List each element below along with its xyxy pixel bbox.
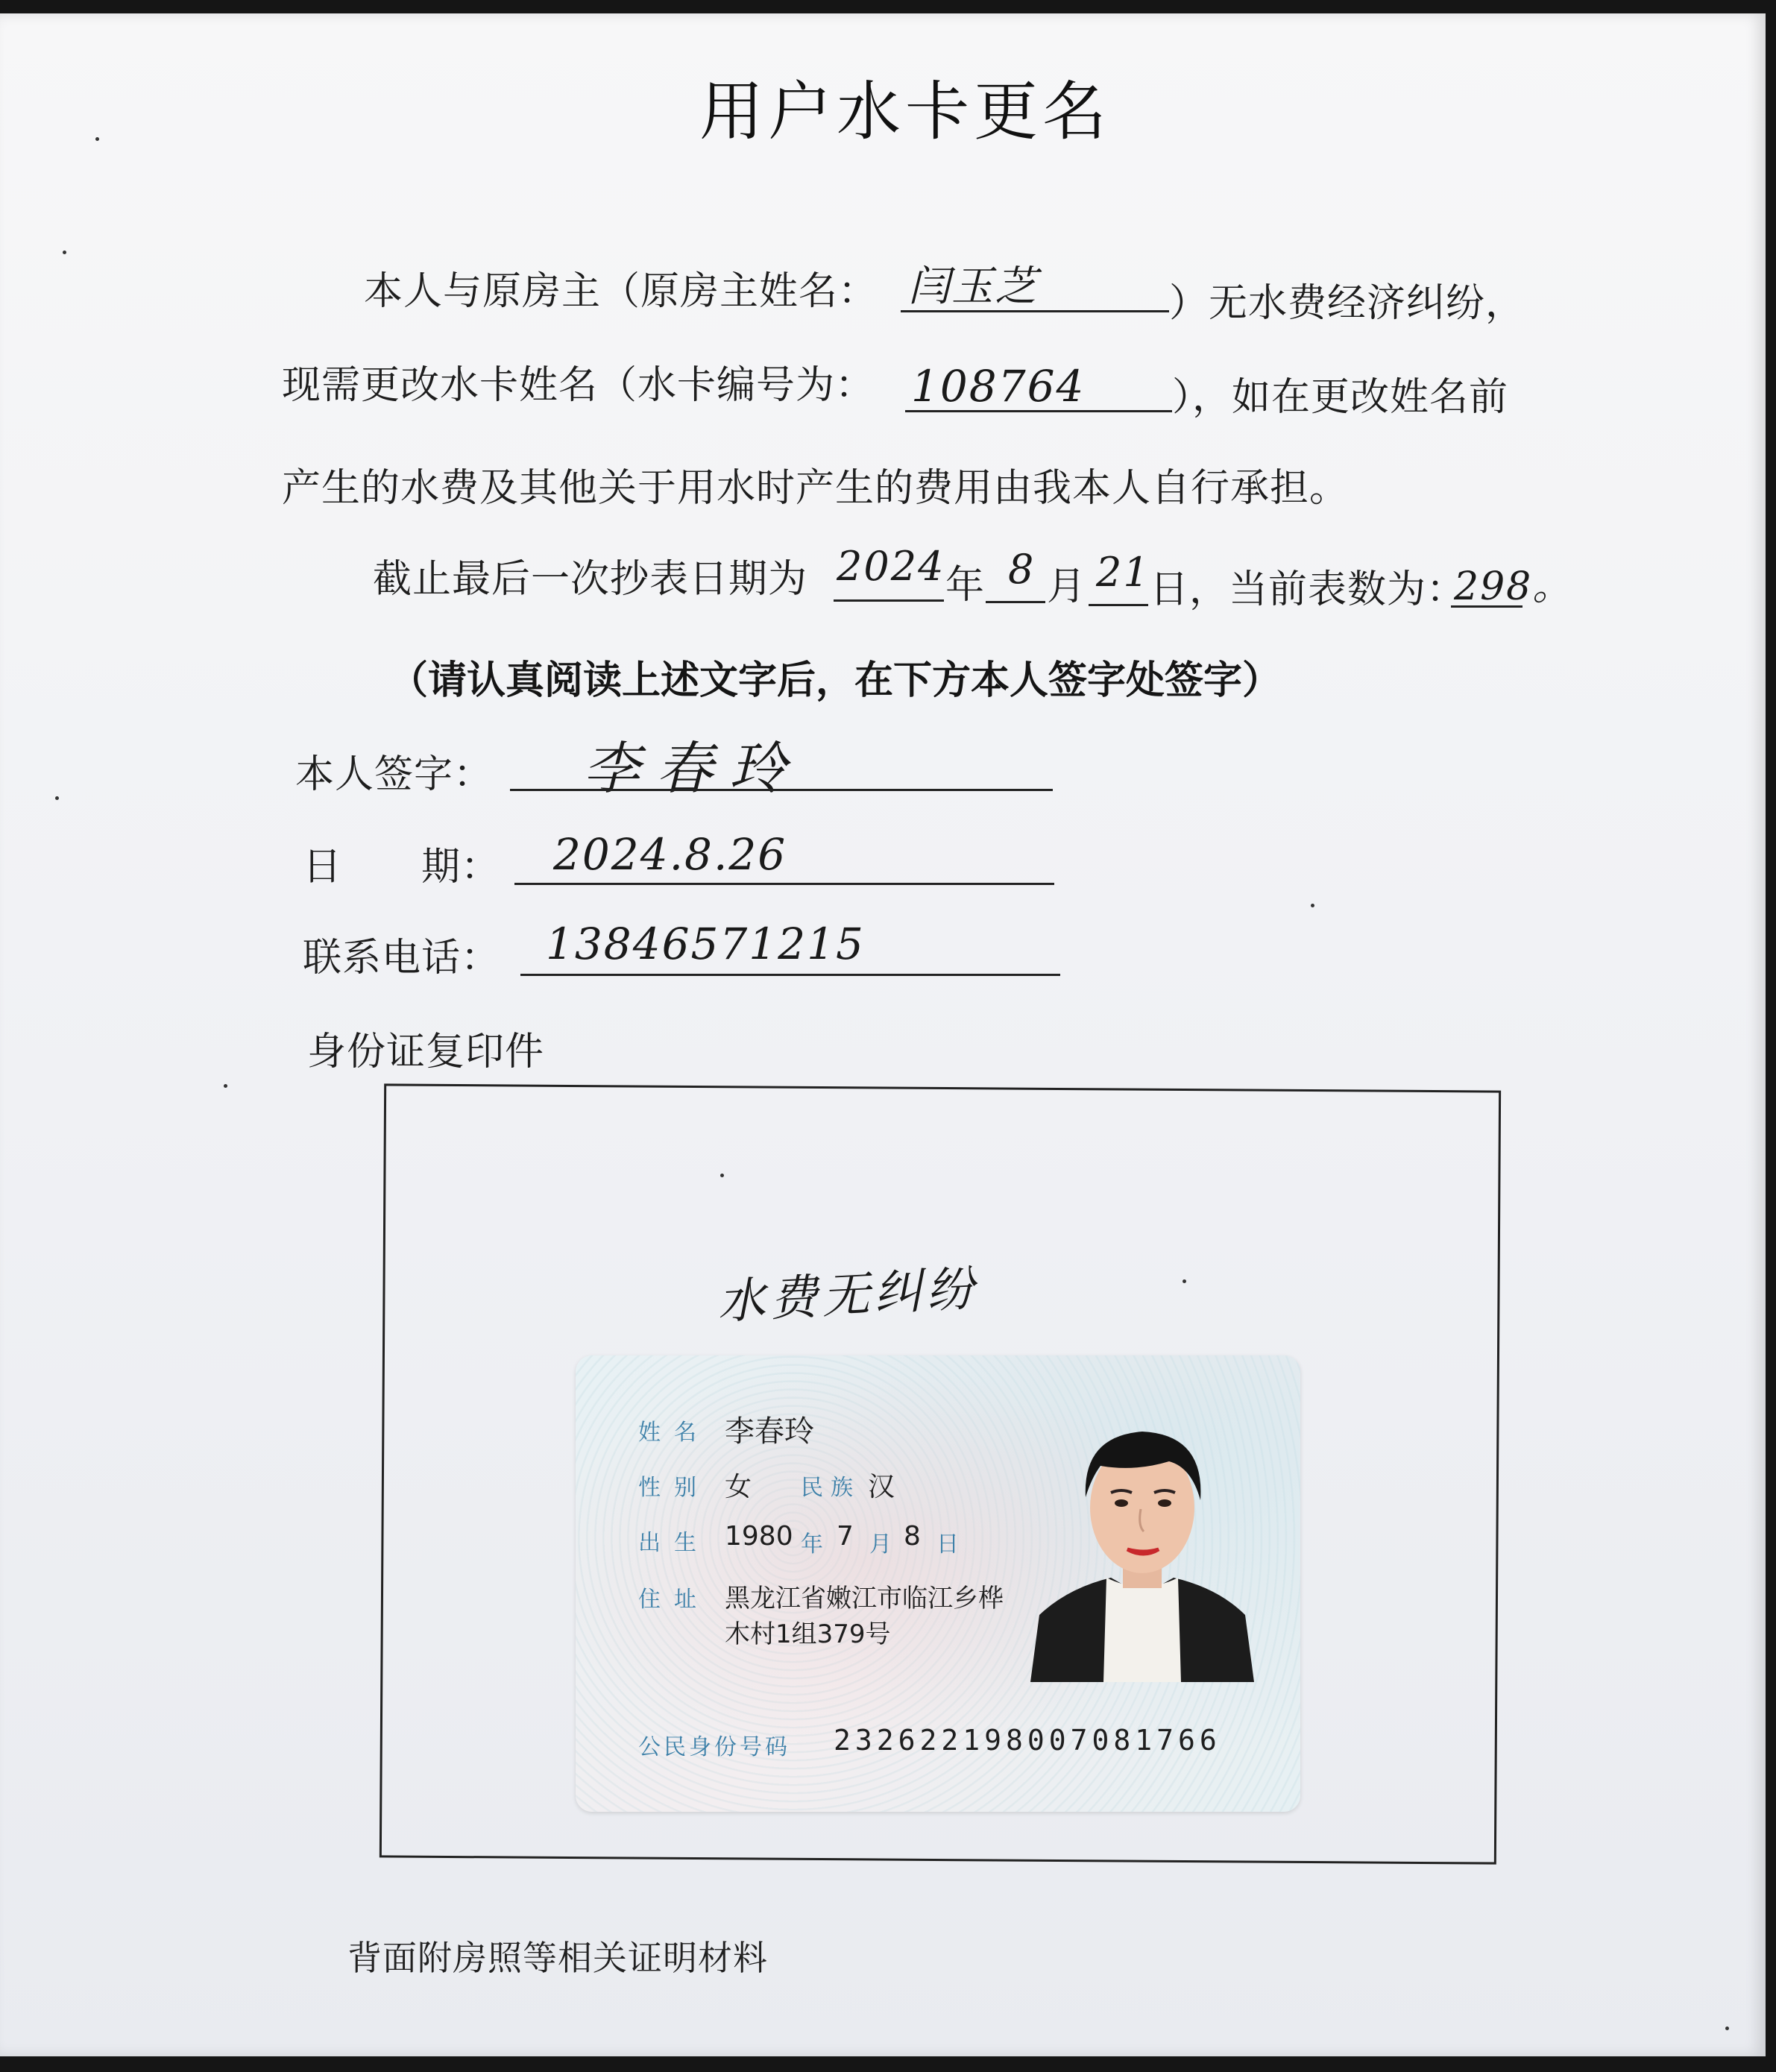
signature-label: 本人签字： xyxy=(295,752,494,797)
id-number-label: 公民身份号码 xyxy=(638,1734,790,1760)
id-ethnicity: 汉 xyxy=(868,1472,895,1502)
paper-speck xyxy=(95,137,99,141)
meter-value-underline xyxy=(1451,605,1522,608)
id-portrait-photo xyxy=(1023,1420,1262,1682)
statement-line2-suffix: ），如在更改姓名前 xyxy=(1172,375,1509,420)
card-number-underline xyxy=(905,410,1172,412)
id-birth-month: 7 xyxy=(837,1521,854,1552)
id-address-line1: 黑龙江省嫩江市临江乡桦 xyxy=(725,1584,1004,1613)
water-card-number: 108764 xyxy=(911,361,1086,412)
original-owner-underline xyxy=(901,310,1169,312)
reading-day: 21 xyxy=(1096,549,1150,596)
paper-speck xyxy=(1311,904,1314,907)
paper-speck xyxy=(720,1174,724,1177)
document-title: 用户水卡更名 xyxy=(699,75,1111,149)
no-dispute-note: 水费无纠纷 xyxy=(716,1261,980,1331)
month-char: 月 xyxy=(1047,564,1087,609)
paper-speck xyxy=(224,1084,227,1088)
reading-day-underline xyxy=(1089,604,1148,606)
year-char: 年 xyxy=(945,563,986,608)
id-number: 232622198007081766 xyxy=(834,1724,1221,1757)
id-birth-year-char: 年 xyxy=(801,1531,823,1558)
date-label: 日 期： xyxy=(303,845,501,889)
id-gender: 女 xyxy=(725,1472,752,1502)
date-value: 2024.8.26 xyxy=(553,829,787,880)
statement-line1-suffix: ）无水费经济纠纷， xyxy=(1169,281,1525,326)
id-birth-year: 1980 xyxy=(725,1521,793,1552)
paper-speck xyxy=(1725,2027,1729,2030)
id-address-line2: 木村1组379号 xyxy=(725,1619,891,1649)
footer-note: 背面附房照等相关证明材料 xyxy=(347,1938,768,1978)
signature-value: 李春玲 xyxy=(583,735,802,802)
id-card-copy xyxy=(576,1355,1300,1812)
phone-underline xyxy=(520,974,1060,976)
id-birth-month-char: 月 xyxy=(869,1531,892,1558)
reading-month: 8 xyxy=(1008,546,1036,593)
signature-underline xyxy=(510,789,1053,791)
date-underline xyxy=(514,883,1054,885)
meter-value: 298。 xyxy=(1454,564,1573,609)
day-char: 日，当前表数为： xyxy=(1150,567,1467,612)
id-name-label: 姓名 xyxy=(638,1420,710,1446)
id-copy-label: 身份证复印件 xyxy=(307,1030,545,1074)
id-birth-day-char: 日 xyxy=(936,1531,959,1558)
phone-value: 13846571215 xyxy=(546,919,865,969)
phone-label: 联系电话： xyxy=(303,936,501,980)
document-page xyxy=(0,13,1766,2056)
paper-speck xyxy=(1183,1279,1186,1283)
signing-instruction: （请认真阅读上述文字后，在下方本人签字处签字） xyxy=(389,658,1282,703)
paper-speck xyxy=(63,251,66,254)
id-gender-label: 性别 xyxy=(638,1475,710,1501)
statement-line2-prefix: 现需更改水卡姓名（水卡编号为： xyxy=(282,363,875,408)
statement-line1-prefix: 本人与原房主（原房主姓名： xyxy=(364,269,878,314)
id-name: 李春玲 xyxy=(725,1414,814,1449)
id-address-label: 住址 xyxy=(638,1587,710,1613)
id-birth-label: 出生 xyxy=(638,1530,710,1556)
reading-month-underline xyxy=(986,601,1045,603)
paper-speck xyxy=(55,796,59,800)
original-owner-name: 闫玉芝 xyxy=(908,262,1038,311)
id-ethnicity-label: 民族 xyxy=(801,1475,860,1501)
reading-prefix: 截止最后一次抄表日期为 xyxy=(373,557,808,602)
id-birth-day: 8 xyxy=(904,1521,921,1552)
reading-year: 2024 xyxy=(837,543,945,590)
reading-year-underline xyxy=(834,599,944,602)
statement-line3: 产生的水费及其他关于用水时产生的费用由我本人自行承担。 xyxy=(282,466,1350,511)
